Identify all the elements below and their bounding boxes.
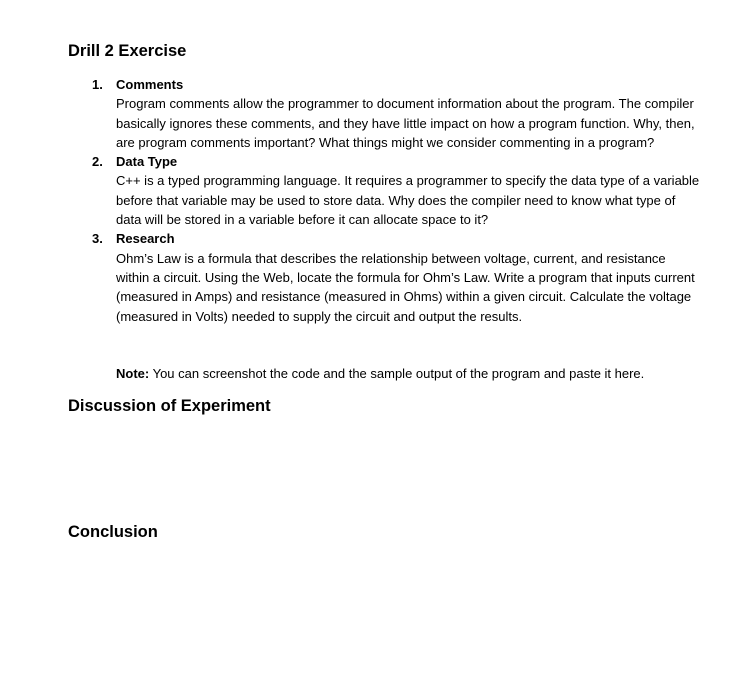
note-label: Note: — [116, 366, 150, 381]
item-title: Data Type — [116, 154, 178, 170]
note-text: You can screenshot the code and the sample output of the program and paste it here. — [149, 366, 645, 381]
note-paragraph — [116, 364, 644, 383]
conclusion-heading: Conclusion — [68, 523, 158, 541]
discussion-heading: Discussion of Experiment — [68, 397, 271, 415]
exercise-item-research — [92, 229, 702, 325]
exercise-item-comments — [92, 75, 702, 152]
item-number: 3. — [92, 231, 103, 247]
item-title: Comments — [116, 77, 184, 92]
drill-title: Drill 2 Exercise — [68, 42, 187, 60]
item-number: 1. — [92, 77, 103, 92]
exercise-item-data-type — [92, 152, 702, 229]
item-text: Program comments allow the programmer to document information about the program. The compiler basically ignores these comments, and they have little impact on how a program function. Why, then, are program comments important? What things might we consider commenting in a program? — [116, 96, 695, 150]
item-title: Research — [116, 231, 175, 247]
item-text: C++ is a typed programming language. It requires a programmer to specify the data type of a variable before that variable may be used to store data. Why does the compiler need to know what type of data will be stored in a variable before it can allocate space to it? — [116, 173, 700, 228]
item-text: Ohm’s Law is a formula that describes the relationship between voltage, current, and resistance within a circuit. Using the Web, locate the formula for Ohm’s Law. Write a program that inputs current (measured in Amps) and resistance (measured in Ohms) within a given circuit. Calculate the voltage (measured in Volts) needed to supply the circuit and output the results. — [116, 250, 695, 324]
exercise-list — [92, 75, 702, 326]
item-number: 2. — [92, 154, 103, 170]
